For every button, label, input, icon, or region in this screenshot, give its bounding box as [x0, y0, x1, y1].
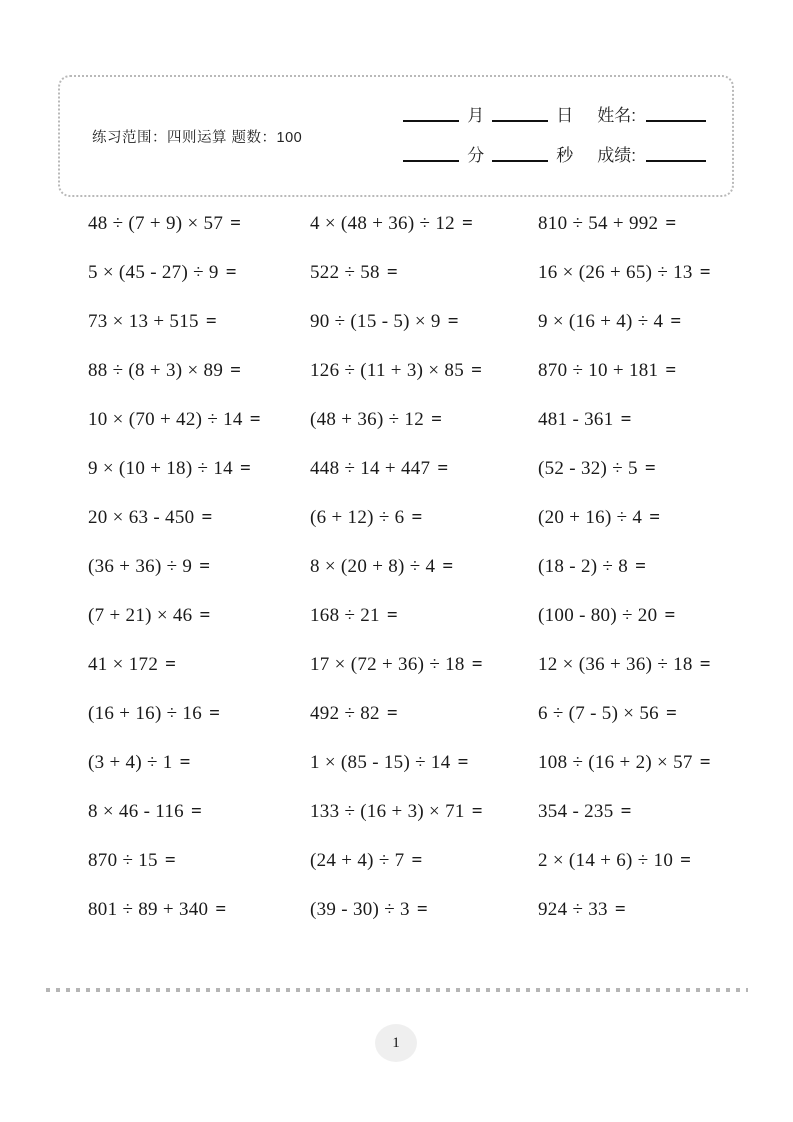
problem	[538, 556, 763, 578]
problem-expression: 870 ÷ 10 + 181	[538, 359, 664, 381]
month-blank	[403, 117, 459, 122]
problem-expression: (16 + 16) ÷ 16	[88, 702, 208, 724]
problem-expression: 810 ÷ 54 + 992	[538, 212, 664, 234]
equals-sign: =	[471, 653, 483, 675]
equals-sign: =	[386, 261, 399, 283]
problem	[88, 899, 310, 921]
problem	[88, 556, 310, 578]
problem	[310, 801, 538, 823]
problem-expression: 16 × (26 + 65) ÷ 13	[538, 261, 698, 283]
equals-sign: =	[165, 653, 177, 675]
problem	[88, 262, 310, 284]
equals-sign: =	[209, 702, 221, 724]
problem-expression: 12 × (36 + 36) ÷ 18	[538, 653, 698, 675]
equals-sign: =	[457, 751, 469, 773]
problem-expression: 10 × (70 + 42) ÷ 14	[88, 408, 248, 430]
day-blank	[492, 117, 548, 122]
problem	[88, 654, 310, 676]
problem-expression: 9 × (10 + 18) ÷ 14	[88, 457, 238, 479]
problem-expression: 522 ÷ 58	[310, 261, 385, 283]
problem-expression: (36 + 36) ÷ 9	[88, 555, 198, 577]
problem	[538, 850, 763, 872]
problem-expression: 4 × (48 + 36) ÷ 12	[310, 212, 460, 234]
equals-sign: =	[416, 898, 428, 920]
month-label: 月	[467, 106, 485, 125]
problem	[310, 409, 538, 431]
problem-expression: 481 - 361	[538, 408, 619, 430]
second-blank	[492, 157, 548, 162]
equals-sign: =	[620, 408, 632, 430]
equals-sign: =	[665, 702, 678, 724]
problem	[88, 801, 310, 823]
problem	[310, 703, 538, 725]
problem-expression: (48 + 36) ÷ 12	[310, 408, 430, 430]
page-number-badge	[375, 1024, 417, 1062]
equals-sign: =	[239, 457, 252, 479]
problem	[88, 360, 310, 382]
problem	[538, 507, 763, 529]
problem	[538, 801, 763, 823]
problem-expression: 133 ÷ (16 + 3) × 71	[310, 800, 470, 822]
problem	[538, 360, 763, 382]
problem-expression: 5 × (45 - 27) ÷ 9	[88, 261, 224, 283]
problem	[538, 605, 763, 627]
equals-sign: =	[411, 849, 423, 871]
second-label: 秒	[556, 146, 574, 165]
problem	[310, 654, 538, 676]
problem	[310, 213, 538, 235]
problem-expression: (7 + 21) × 46	[88, 604, 198, 626]
equals-sign: =	[635, 555, 647, 577]
problem-expression: (39 - 30) ÷ 3	[310, 898, 415, 920]
problem	[88, 507, 310, 529]
header-box	[58, 75, 734, 197]
problem-expression: 126 ÷ (11 + 3) × 85	[310, 359, 470, 381]
problem-expression: 73 × 13 + 515	[88, 310, 204, 332]
minute-blank	[403, 157, 459, 162]
problem	[88, 213, 310, 235]
equals-sign: =	[461, 212, 474, 234]
problem-expression: 801 ÷ 89 + 340	[88, 898, 214, 920]
problem	[88, 752, 310, 774]
problem-expression: 90 ÷ (15 - 5) × 9	[310, 310, 446, 332]
problem	[310, 360, 538, 382]
problem-expression: 48 ÷ (7 + 9) × 57	[88, 212, 229, 234]
equals-sign: =	[665, 212, 677, 234]
equals-sign: =	[386, 604, 399, 626]
problem	[310, 507, 538, 529]
equals-sign: =	[431, 408, 443, 430]
problem	[538, 311, 763, 333]
equals-sign: =	[164, 849, 177, 871]
problem-expression: 492 ÷ 82	[310, 702, 385, 724]
practice-range-text: 练习范围：四则运算 题数：100	[92, 129, 303, 146]
problem-expression: 41 × 172	[88, 653, 164, 675]
equals-sign: =	[649, 506, 661, 528]
problem	[538, 262, 763, 284]
equals-sign: =	[680, 849, 692, 871]
problem	[310, 850, 538, 872]
equals-sign: =	[225, 261, 237, 283]
problem-expression: 8 × 46 - 116	[88, 800, 189, 822]
equals-sign: =	[215, 898, 227, 920]
equals-sign: =	[437, 457, 449, 479]
header-fill-in-area	[403, 107, 706, 165]
problem-expression: 448 ÷ 14 + 447	[310, 457, 436, 479]
problem	[310, 899, 538, 921]
equals-sign: =	[442, 555, 454, 577]
equals-sign: =	[230, 359, 242, 381]
problem-expression: 8 × (20 + 8) ÷ 4	[310, 555, 441, 577]
page-number-text: 1	[392, 1034, 400, 1051]
problem	[310, 752, 538, 774]
equals-sign: =	[471, 800, 483, 822]
problem-expression: 924 ÷ 33	[538, 898, 613, 920]
equals-sign: =	[644, 457, 656, 479]
equals-sign: =	[614, 898, 627, 920]
problem	[538, 654, 763, 676]
equals-sign: =	[201, 506, 213, 528]
day-label: 日	[556, 106, 574, 125]
problem-expression: (100 - 80) ÷ 20	[538, 604, 663, 626]
problem	[310, 605, 538, 627]
problem	[88, 605, 310, 627]
equals-sign: =	[471, 359, 483, 381]
problem	[310, 262, 538, 284]
problem	[538, 703, 763, 725]
name-label: 姓名:	[597, 106, 636, 125]
problem-expression: 20 × 63 - 450	[88, 506, 200, 528]
problem	[88, 311, 310, 333]
equals-sign: =	[664, 604, 676, 626]
problem-expression: (52 - 32) ÷ 5	[538, 457, 643, 479]
problem	[310, 311, 538, 333]
problem-expression: 1 × (85 - 15) ÷ 14	[310, 751, 456, 773]
problem	[538, 213, 763, 235]
problem-expression: 354 - 235	[538, 800, 619, 822]
equals-sign: =	[699, 751, 711, 773]
score-label: 成绩:	[597, 146, 636, 165]
equals-sign: =	[386, 702, 399, 724]
equals-sign: =	[699, 653, 711, 675]
problem	[310, 556, 538, 578]
equals-sign: =	[670, 310, 682, 332]
equals-sign: =	[620, 800, 632, 822]
equals-sign: =	[411, 506, 423, 528]
name-blank	[646, 117, 706, 122]
problems-grid	[88, 199, 763, 934]
problem-expression: 870 ÷ 15	[88, 849, 163, 871]
problem	[538, 409, 763, 431]
problem-expression: (24 + 4) ÷ 7	[310, 849, 410, 871]
equals-sign: =	[205, 310, 218, 332]
problem-expression: 6 ÷ (7 - 5) × 56	[538, 702, 664, 724]
equals-sign: =	[249, 408, 261, 430]
problem-expression: 2 × (14 + 6) ÷ 10	[538, 849, 679, 871]
problem	[538, 458, 763, 480]
problem-expression: (6 + 12) ÷ 6	[310, 506, 410, 528]
problem	[88, 458, 310, 480]
problem-expression: 168 ÷ 21	[310, 604, 385, 626]
bottom-separator	[46, 988, 748, 992]
problem-expression: (18 - 2) ÷ 8	[538, 555, 634, 577]
problem	[88, 409, 310, 431]
date-name-line	[403, 107, 706, 125]
minute-label: 分	[467, 146, 485, 165]
problem-expression: 9 × (16 + 4) ÷ 4	[538, 310, 669, 332]
problem	[88, 850, 310, 872]
equals-sign: =	[199, 604, 211, 626]
problem-expression: 88 ÷ (8 + 3) × 89	[88, 359, 229, 381]
problem-expression: 17 × (72 + 36) ÷ 18	[310, 653, 470, 675]
equals-sign: =	[230, 212, 242, 234]
time-score-line	[403, 147, 706, 165]
problem	[538, 752, 763, 774]
equals-sign: =	[447, 310, 459, 332]
equals-sign: =	[665, 359, 677, 381]
equals-sign: =	[179, 751, 191, 773]
problem	[88, 703, 310, 725]
problem-expression: (3 + 4) ÷ 1	[88, 751, 178, 773]
score-blank	[646, 157, 706, 162]
problem	[310, 458, 538, 480]
equals-sign: =	[199, 555, 211, 577]
problem	[538, 899, 763, 921]
problem-expression: 108 ÷ (16 + 2) × 57	[538, 751, 698, 773]
equals-sign: =	[191, 800, 203, 822]
equals-sign: =	[699, 261, 711, 283]
problem-expression: (20 + 16) ÷ 4	[538, 506, 648, 528]
